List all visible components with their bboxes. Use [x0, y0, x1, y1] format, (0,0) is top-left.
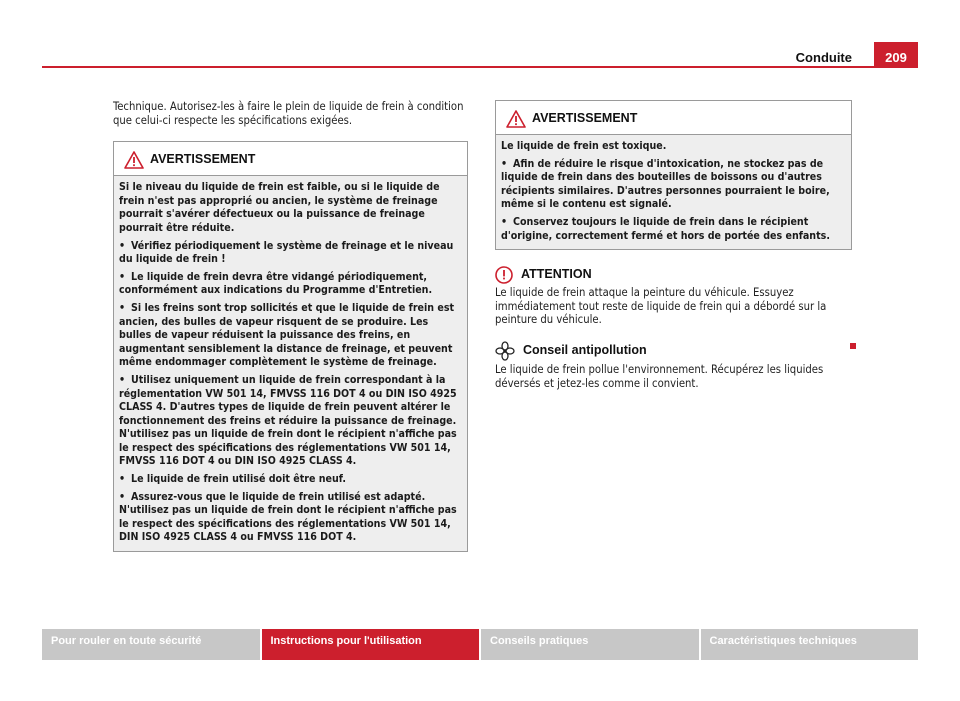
warning-title: AVERTISSEMENT: [532, 111, 638, 126]
warning-triangle-icon: [124, 151, 144, 169]
eco-header: [495, 341, 852, 361]
attention-header: [495, 266, 852, 284]
warning-bullet: • Le liquide de frein devra être vidangé périodiquement, conformément aux indications du Programme d'Entretien.: [119, 270, 433, 297]
eco-text: Le liquide de frein pollue l'environnement. Récupérez les liquides déversés et jetez-les comme il convient.: [495, 362, 824, 390]
left-column: [113, 100, 468, 552]
intro-paragraph: Technique. Autorisez-les à faire le plein de liquide de frein à condition que celui-ci respecte les spécifications exigées.: [113, 100, 464, 127]
warning-header: [496, 101, 851, 135]
footer-nav: [42, 629, 918, 660]
exclamation-circle-icon: [495, 266, 513, 284]
page-number-badge: 209: [874, 42, 918, 68]
warning-bullet: • Si les freins sont trop sollicités et que le liquide de frein est ancien, des bulles de vapeur risquent de se produire. Les bulles de vapeur réduisent la puissance des freins, en augmentant sensiblement la distance de freinage, et peuvent même endommager complètement le système de freinage.: [119, 301, 455, 369]
footer-tab-practical-tips[interactable]: Conseils pratiques: [481, 629, 699, 660]
right-column: [495, 100, 852, 390]
footer-tab-instructions[interactable]: Instructions pour l'utilisation: [262, 629, 480, 660]
warning-triangle-icon: [506, 110, 526, 128]
warning-bullet: • Utilisez uniquement un liquide de frein correspondant à la réglementation VW 501 14, FMVSS 116 DOT 4 ou DIN ISO 4925 CLASS 4. D'autres types de liquide de frein peuvent altérer le fonctionnement des freins et réduire la puissance de freinage. N'utilisez pas un liquide de frein dont le récipient n'affiche pas le respect des spécifications des réglementations VW 501 14, FMVSS 116 DOT 4 ou DIN ISO 4925 CLASS 4.: [119, 373, 457, 468]
warning-body: [114, 176, 467, 551]
attention-text: Le liquide de frein attaque la peinture du véhicule. Essuyez immédiatement tout reste de liquide de frein qui a débordé sur la peinture du véhicule.: [495, 286, 827, 327]
warning-title: AVERTISSEMENT: [150, 152, 256, 167]
eco-section: [495, 341, 852, 390]
warning-bullet: • Conservez toujours le liquide de frein dans le récipient d'origine, correctement fermé et hors de portée des enfants.: [501, 215, 830, 242]
warning-bullet: • Assurez-vous que le liquide de frein utilisé est adapté. N'utilisez pas un liquide de frein dont le récipient n'affiche pas le respect des spécifications des réglementations VW 501 14, DIN ISO 4925 CLASS 4 ou FMVSS 116 DOT 4.: [119, 490, 457, 544]
section-end-marker: [850, 343, 856, 349]
warning-box-toxic: [495, 100, 852, 250]
warning-bullet: • Vérifiez périodiquement le système de freinage et le niveau du liquide de frein !: [119, 239, 454, 266]
warning-box-brake-level: [113, 141, 468, 552]
attention-title: ATTENTION: [521, 267, 592, 282]
warning-bullet: • Le liquide de frein utilisé doit être neuf.: [119, 473, 346, 486]
attention-section: [495, 266, 852, 327]
header-rule: [42, 66, 874, 68]
warning-header: [114, 142, 467, 176]
footer-tab-technical-specs[interactable]: Caractéristiques techniques: [701, 629, 919, 660]
warning-body: [496, 135, 851, 249]
warning-intro: Si le niveau du liquide de frein est faible, ou si le liquide de frein n'est pas approprié ou ancien, le système de freinage pourrait s'avérer défectueux ou la puissance de freinage pourrait être réduite.: [119, 181, 440, 234]
eco-title: Conseil antipollution: [523, 343, 647, 358]
warning-intro: Le liquide de frein est toxique.: [501, 140, 667, 152]
flower-icon: [495, 341, 515, 361]
page-title: Conduite: [795, 50, 852, 65]
footer-tab-safety[interactable]: Pour rouler en toute sécurité: [42, 629, 260, 660]
warning-bullet: • Afin de réduire le risque d'intoxication, ne stockez pas de liquide de frein dans des bouteilles de boissons ou d'autres récipients similaires. D'autres personnes pourraient le boire, même si le contenu est signalé.: [501, 157, 830, 211]
